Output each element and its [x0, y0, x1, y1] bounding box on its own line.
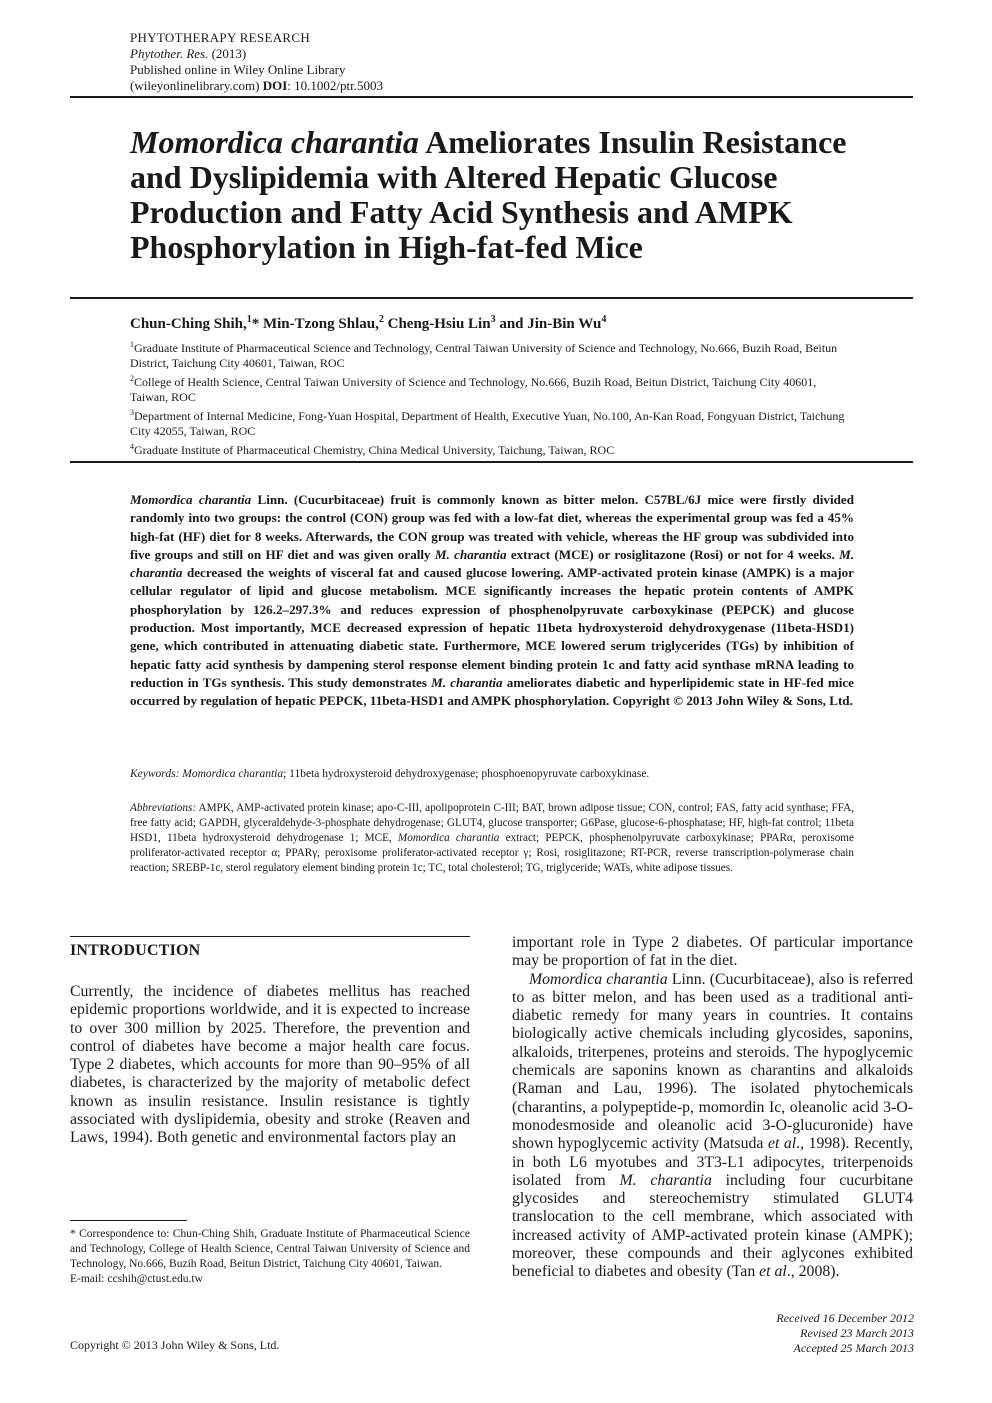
paragraph: Momordica charantia Linn. (Cucurbitaceae), also is referred to as bitter melon, and has been used as a traditional anti-diabetic remedy for many years in countries. It contains biologically active chemicals including glycosides, saponins, alkaloids, triterpenes, proteins and steroids. The hypoglycemic chemicals are saponins known as charantins and alkaloids (Raman and Lau, 1996). The isolated phytochemicals (charantins, a polypeptide-p, momordin Ic, oleanolic acid 3-O-monodesmoside and oleanolic acid 3-O-glucuronide) have shown hypoglycemic activity (Matsuda et al., 1998). Recently, in both L6 myotubes and 3T3-L1 adipocytes, triterpenoids isolated from M. charantia including four cucurbitane glycosides and stereochemistry stimulated GLUT4 translocation to the cell membrane, which associated with increased activity of AMP-activated protein kinase (AMPK); moreover, these compounds and their aglycones exhibited beneficial to diabetes and obesity (Tan et al., 2008). [512, 970, 914, 1281]
received-date: Received 16 December 2012 [776, 1311, 914, 1325]
author-name: Cheng-Hsiu Lin [383, 316, 491, 332]
copyright-footer: Copyright © 2013 John Wiley & Sons, Ltd. [70, 1338, 280, 1352]
title-divider [70, 297, 913, 299]
correspondence-text: * Correspondence to: Chun-Ching Shih, Graduate Institute of Pharmaceutical Science and Technology, College of Health Science, Central Taiwan University of Science and Technology, No.666, Buzih Road, Beitun District, Taichung City 40601, Taiwan. [70, 1228, 470, 1270]
keywords: Keywords: Momordica charantia; 11beta hydroxysteroid dehydroxygenase; phosphoenopyruvate carboxykinase. [130, 768, 650, 780]
abbreviations: Abbreviations: AMPK, AMP-activated protein kinase; apo-C-III, apolipoprotein C-III; BAT, brown adipose tissue; CON, control; FAS, fatty acid synthase; FFA, free fatty acid; GAPDH, glyceraldehyde-3-phosphate dehydrogenase; GLUT4, glucose transporter; G6Pase, glucose-6-phosphatase; HF, high-fat control; 11beta HSD1, 11beta hydroxysteroid dehydrogenase 1; MCE, Momordica charantia extract; PEPCK, phosphenolpyruvate carboxykinase; PPARα, peroxisome proliferator-activated receptor α; PPARγ, peroxisome proliferator-activated receptor γ; Rosi, rosiglitazone; RT-PCR, reverse transcription-polymerase chain reaction; SREBP-1c, sterol regulatory element binding protein 1c; TC, total cholesterol; TG, triglyceride; WATs, white adipose tissues. [130, 802, 854, 874]
accepted-date: Accepted 25 March 2013 [793, 1341, 914, 1355]
footnote-divider [70, 1220, 187, 1221]
revised-date: Revised 23 March 2013 [800, 1326, 914, 1340]
affiliation: $^4$Graduate Institute of Pharmaceutical Chemistry, China Medical University, Taichung, Taiwan, ROC [130, 442, 615, 457]
affiliation: $^1$Graduate Institute of Pharmaceutical Science and Technology, Central Taiwan University of Science and Technology, No.666, Buzih Road, Beitun District, Taichung City 40601, Taiwan, ROC [130, 340, 838, 370]
doi-line: (wileyonlinelibrary.com) DOI: 10.1002/ptr.5003 [130, 78, 383, 93]
doi-label: DOI [262, 78, 288, 93]
keywords-label: Keywords: [130, 768, 180, 780]
section-heading: INTRODUCTION [70, 942, 201, 959]
correspondence-footnote [70, 1227, 470, 1287]
publication-note: Published online in Wiley Online Library [130, 62, 346, 77]
affiliations [130, 337, 855, 458]
paragraph: important role in Type 2 diabetes. Of particular importance may be proportion of fat in the diet. [512, 934, 913, 970]
intro-left-column: Currently, the incidence of diabetes mellitus has reached epidemic proportions worldwide, and it is expected to increase to over 300 million by 2025. Therefore, the prevention and control of diabetes have become a major health care focus. Type 2 diabetes, which accounts for more than 90–95% of all diabetes, is characterized by the majority of metabolic defect known as insulin resistance. Insulin resistance is tightly associated with dyslipidemia, obesity and stroke (Reaven and Laws, 1994). Both genetic and environmental factors play an [70, 983, 470, 1147]
intro-divider [70, 936, 470, 937]
abbreviations-label: Abbreviations: [130, 802, 197, 814]
intro-right-column [512, 934, 913, 1282]
corresponding-mark: * [251, 316, 260, 332]
author-name: Min-Tzong Shlau, [259, 316, 379, 332]
affiliation: $^2$College of Health Science, Central Taiwan University of Science and Technology, No.666, Buzih Road, Beitun District, Taichung City 40601, Taiwan, ROC [130, 374, 817, 404]
affiliation: $^3$Department of Internal Medicine, Fong-Yuan Hospital, Department of Health, Executive Yuan, No.100, An-Kan Road, Fongyuan District, Taichung City 42055, Taiwan, ROC [130, 408, 845, 438]
author-list: Chun-Ching Shih,$^1$* Min-Tzong Shlau,$^2$ Cheng-Hsiu Lin$^3$ and Jin-Bin Wu$^4$ [130, 314, 607, 332]
affiliations-divider [70, 461, 913, 463]
journal-citation: Phytother. Res. (2013) [130, 46, 247, 61]
email-text: E-mail: ccshih@ctust.edu.tw [70, 1273, 203, 1285]
received-dates [776, 1311, 914, 1356]
abstract: Momordica charantia Linn. (Cucurbitaceae) fruit is commonly known as bitter melon. C57BL/6J mice were firstly divided randomly into two groups: the control (CON) group was fed with a low-fat diet, whereas the experimental group was fed a 45% high-fat (HF) diet for 8 weeks. Afterwards, the CON group was treated with vehicle, whereas the HF group was subdivided into five groups and still on HF diet and was given orally M. charantia extract (MCE) or rosiglitazone (Rosi) or not for 4 weeks. M. charantia decreased the weights of visceral fat and caused glucose lowering. AMP-activated protein kinase (AMPK) is a major cellular regulator of lipid and glucose metabolism. MCE significantly increases the hepatic protein contents of AMPK phosphorylation by 126.2–297.3% and reduces expression of phosphenolpyruvate carboxykinase (PEPCK) and glucose production. Most importantly, MCE decreased expression of hepatic 11beta hydroxysteroid dehydroxygenase (11beta-HSD1) gene, which contributed in attenuating diabetic state. Furthermore, MCE lowered serum triglycerides (TGs) by inhibition of hepatic fatty acid synthesis by dampening sterol response element binding protein 1c and fatty acid synthase mRNA leading to reduction in TGs synthesis. This study demonstrates M. charantia ameliorates diabetic and hyperlipidemic state in HF-fed mice occurred by regulation of hepatic PEPCK, 11beta-HSD1 and AMPK phosphorylation. Copyright © 2013 John Wiley & Sons, Ltd. [130, 492, 854, 709]
article-title: Momordica charantia Ameliorates Insulin Resistance and Dyslipidemia with Altered Hepatic Glucose Production and Fatty Acid Synthesis and AMPK Phosphorylation in High-fat-fed Mice [130, 124, 847, 265]
author-name: Chun-Ching Shih, [130, 316, 247, 332]
author-name: and Jin-Bin Wu [495, 316, 602, 332]
journal-name: PHYTOTHERAPY RESEARCH [130, 30, 311, 45]
doi-value: : 10.1002/ptr.5003 [287, 78, 383, 93]
header-divider [70, 96, 913, 98]
journal-header [130, 30, 383, 94]
